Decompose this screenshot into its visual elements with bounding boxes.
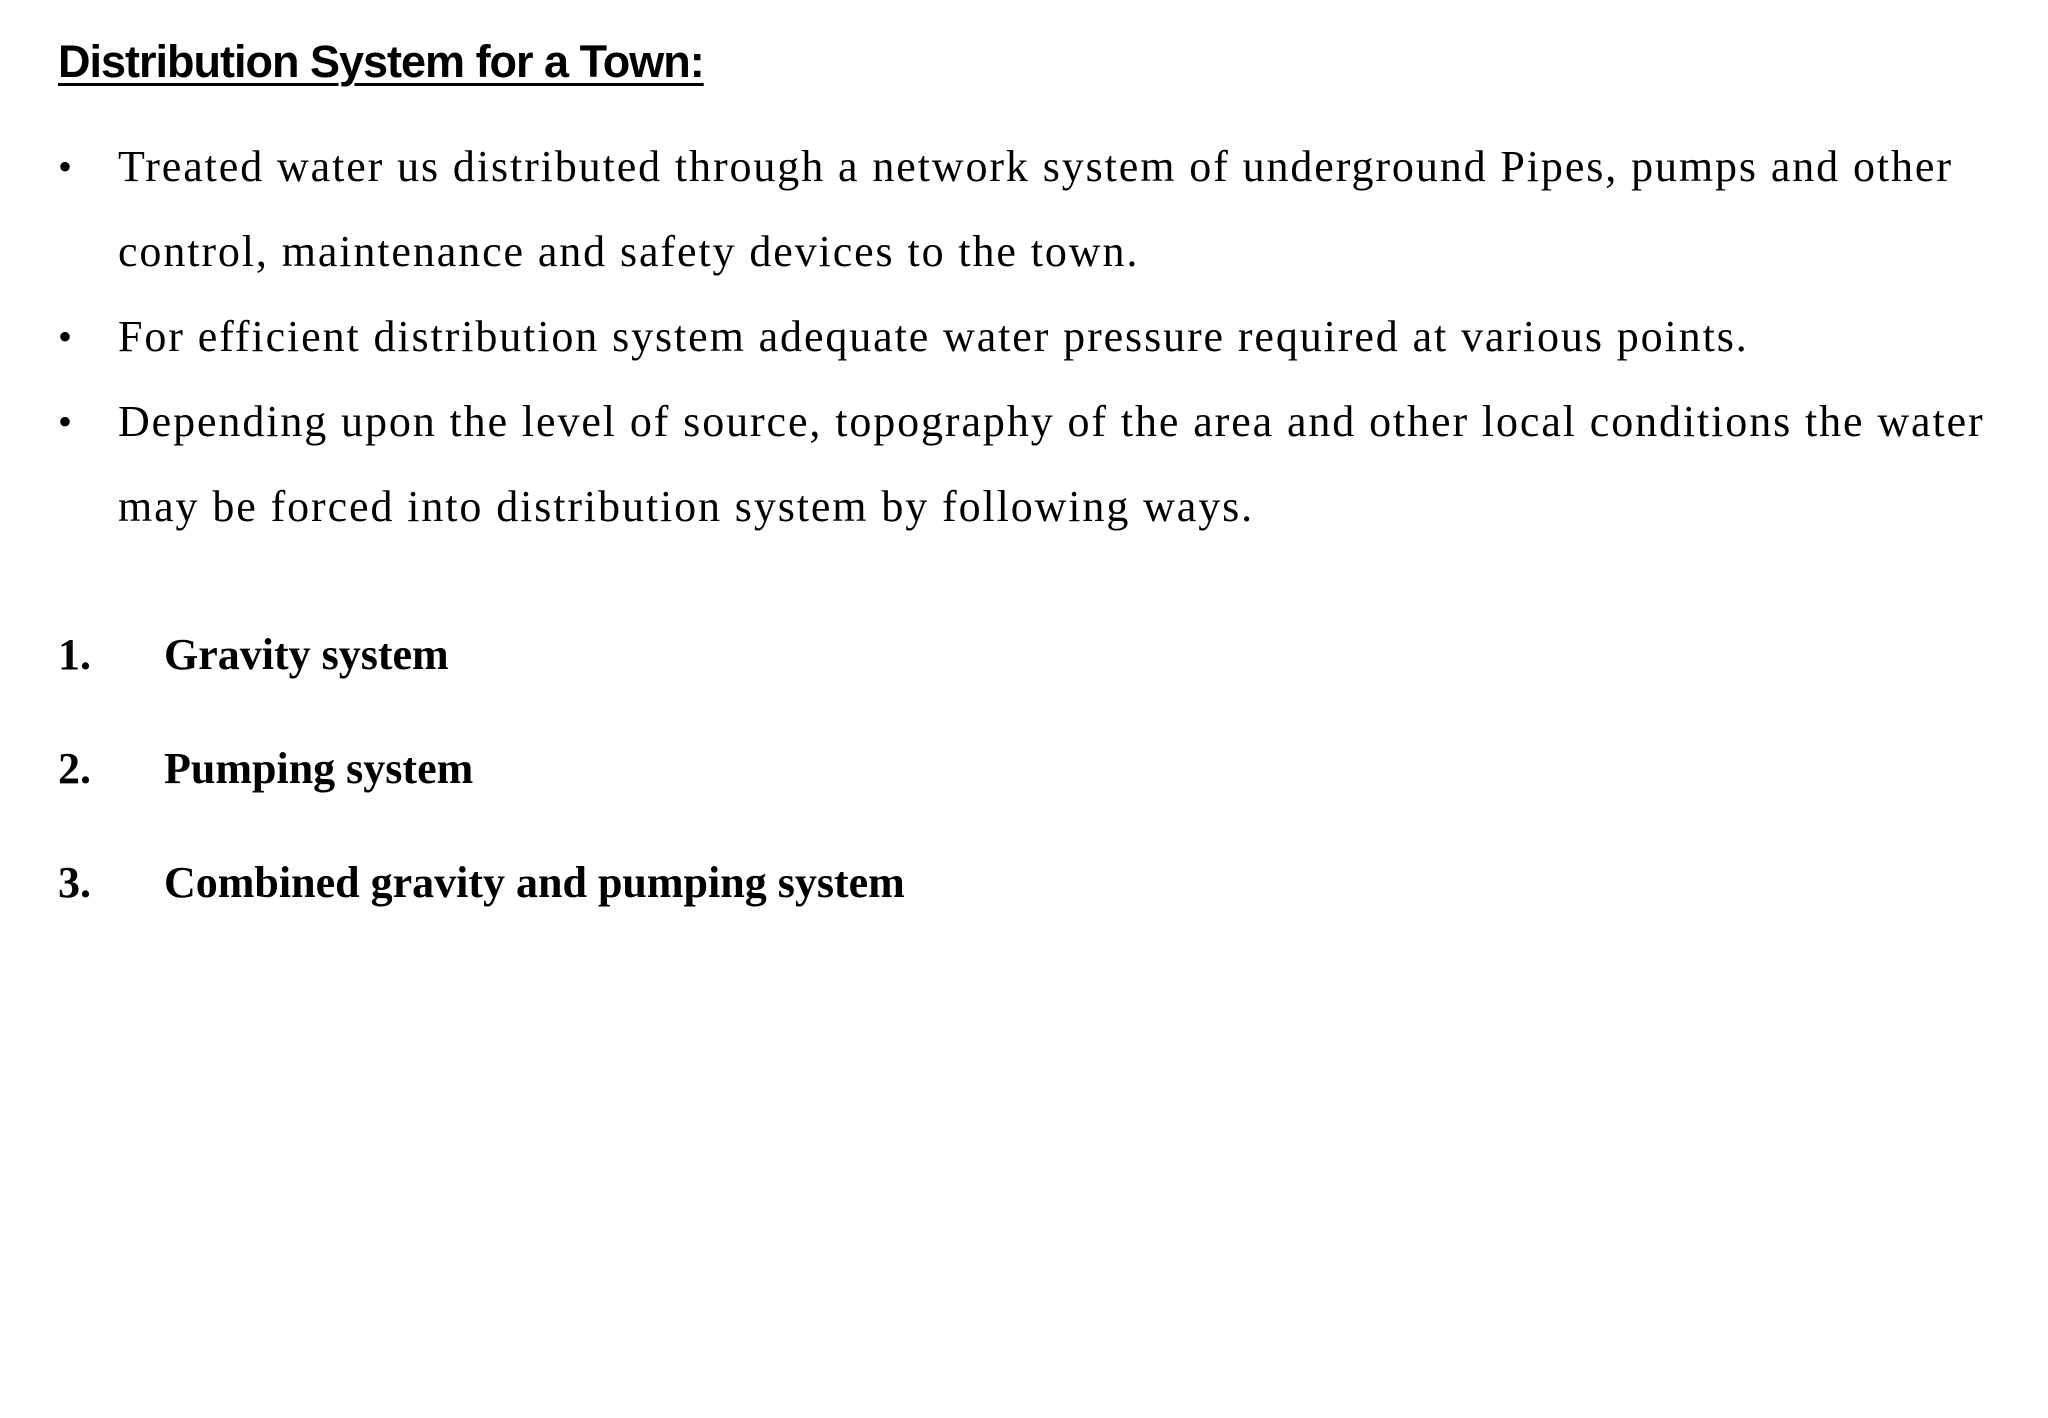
method-label: Gravity system [164, 630, 449, 679]
method-number: 3. [58, 858, 91, 907]
bullet-text: For efficient distribution system adequate water pressure required at various points. [118, 312, 1749, 361]
bullet-item [58, 124, 2038, 294]
slide-heading: Distribution System for a Town: [58, 36, 704, 87]
bullet-icon: • [58, 144, 74, 189]
method-number: 1. [58, 630, 91, 679]
bullet-item [58, 294, 2038, 379]
method-label: Pumping system [164, 744, 474, 793]
bullet-icon: • [58, 314, 74, 359]
bullet-text: Treated water us distributed through a network system of underground Pipes, pumps and other control, maintenance and safety devices to the town. [118, 142, 1953, 276]
method-label: Combined gravity and pumping system [164, 858, 905, 907]
bullet-text: Depending upon the level of source, topography of the area and other local conditions the water may be forced into distribution system by following ways. [118, 397, 1985, 531]
bullet-list [58, 124, 2038, 549]
bullet-item [58, 379, 2038, 549]
bullet-icon: • [58, 399, 74, 444]
method-number: 2. [58, 744, 91, 793]
